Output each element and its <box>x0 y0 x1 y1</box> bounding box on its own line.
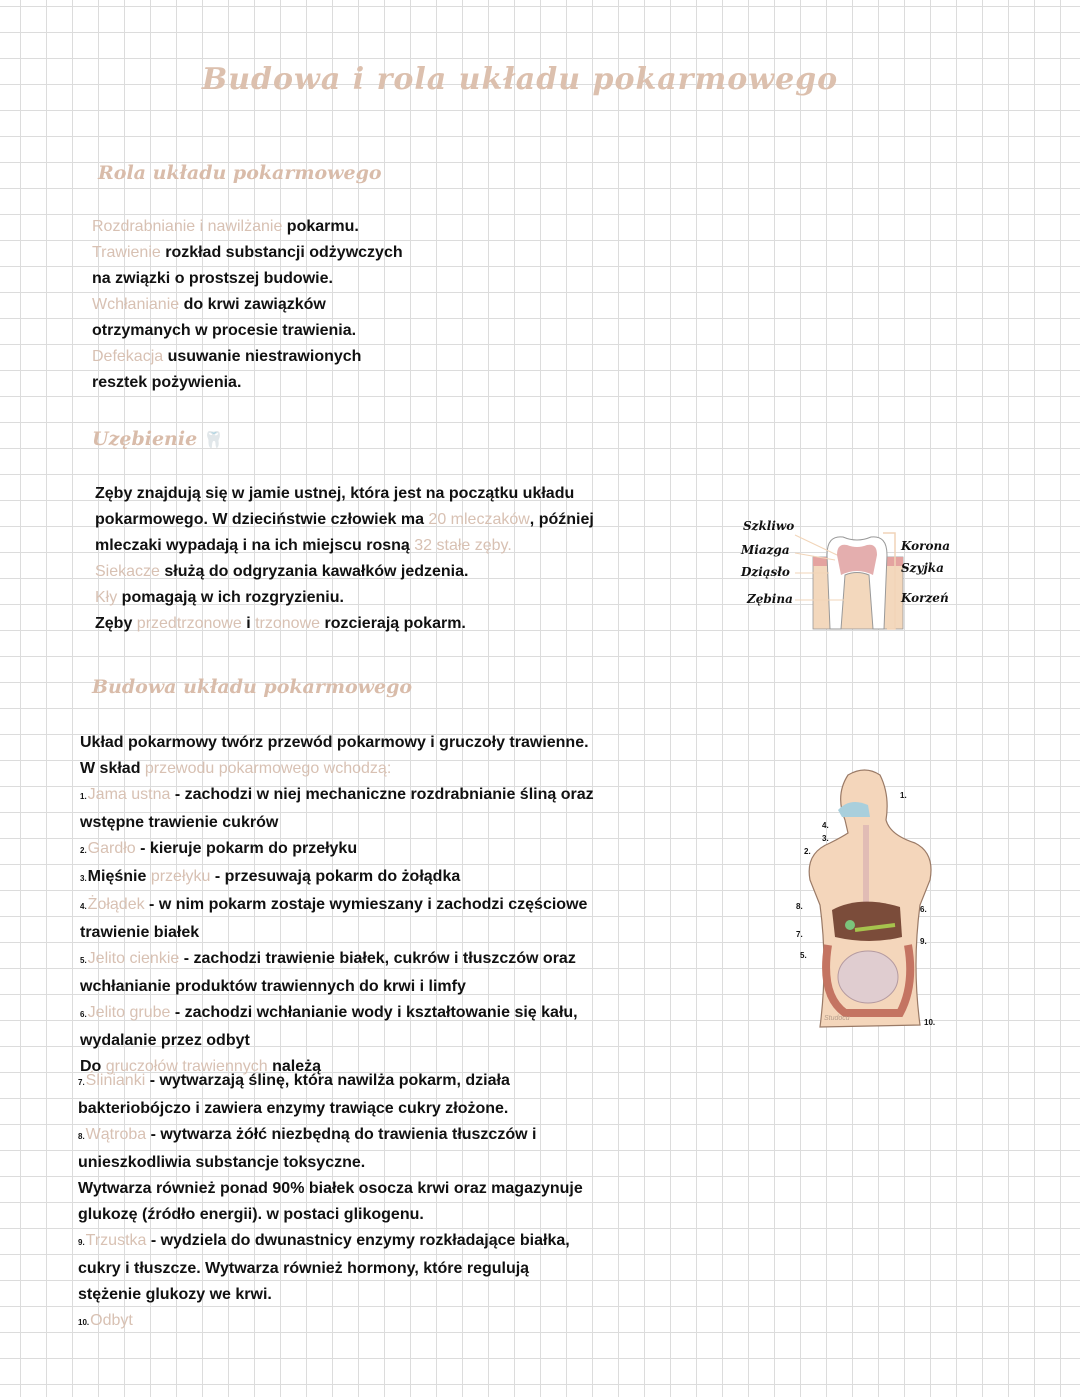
highlighted-term: 20 mleczaków <box>428 511 530 528</box>
highlighted-term: gruczołów trawiennych <box>105 1058 268 1075</box>
text-segment: wstępne trawienie cukrów <box>80 814 279 831</box>
text-line <box>80 864 594 892</box>
text-line <box>92 292 403 318</box>
body-illustration <box>790 765 950 1040</box>
text-line <box>78 1202 583 1228</box>
item-number: 6. <box>80 1010 87 1019</box>
item-number: 3. <box>80 874 87 883</box>
text-segment: rozkład substancji odżywczych <box>160 244 403 261</box>
heading-role: Rola układu pokarmowego <box>98 162 382 184</box>
text-line <box>78 1150 583 1176</box>
digestive-system-diagram <box>790 765 950 1040</box>
text-line <box>80 920 594 946</box>
text-line <box>92 240 403 266</box>
label-dentin: Zębina <box>747 592 793 606</box>
item-number: 4. <box>80 902 87 911</box>
text-segment: służą do odgryzania kawałków jedzenia. <box>159 563 469 580</box>
text-segment: do krwi zawiązków <box>179 296 326 313</box>
text-segment: - wydziela do dwunastnicy enzymy rozkładające białka, <box>146 1232 570 1249</box>
heading-teeth-label: Uzębienie <box>92 428 198 450</box>
text-segment: stężenie glukozy we krwi. <box>78 1286 272 1303</box>
text-segment: Układ pokarmowy twórz przewód pokarmowy i gruczoły trawienne. <box>80 734 589 751</box>
text-line <box>92 318 403 344</box>
highlighted-term: Defekacja <box>92 348 164 365</box>
text-segment: Wytwarza również ponad 90% białek osocza krwi oraz magazynuje <box>78 1180 583 1197</box>
text-segment: - wytwarzają ślinę, która nawilża pokarm, działa <box>145 1072 510 1089</box>
text-segment: rozcierają pokarm. <box>320 615 466 632</box>
body-label-10: 10. <box>924 1018 936 1027</box>
text-line <box>80 974 594 1000</box>
body-label-2: 2. <box>804 847 811 856</box>
text-line <box>80 756 594 782</box>
text-line <box>95 559 594 585</box>
text-line <box>92 266 403 292</box>
text-line <box>78 1256 583 1282</box>
text-segment: - zachodzi wchłanianie wody i kształtowanie się kału, <box>170 1004 578 1021</box>
text-segment: mleczaki wypadają i na ich miejscu rosną <box>95 537 415 554</box>
text-segment: - zachodzi w niej mechaniczne rozdrabnianie śliną oraz <box>170 786 594 803</box>
tooth-icon: 🦷 <box>203 430 224 449</box>
text-line <box>80 730 594 756</box>
body-label-6: 6. <box>920 905 927 914</box>
text-segment: pokarmu. <box>282 218 359 235</box>
item-number: 2. <box>80 846 87 855</box>
body-label-1: 1. <box>900 791 907 800</box>
body-label-9: 9. <box>920 937 927 946</box>
text-segment: na związki o prostszej budowie. <box>92 270 333 287</box>
text-segment: - w nim pokarm zostaje wymieszany i zachodzi częściowe <box>144 896 588 913</box>
text-segment: resztek pożywienia. <box>92 374 242 391</box>
teeth-text <box>95 481 594 637</box>
label-crown: Korona <box>901 539 950 553</box>
highlighted-term: przełyku <box>150 868 211 885</box>
label-enamel: Szkliwo <box>743 519 795 533</box>
body-label-5: 5. <box>800 951 807 960</box>
item-number: 7. <box>78 1078 85 1087</box>
text-line <box>80 946 594 974</box>
text-segment: pokarmowego. W dzieciństwie człowiek ma <box>95 511 429 528</box>
text-segment: Do <box>80 1058 106 1075</box>
heading-teeth <box>92 428 224 450</box>
text-line <box>78 1282 583 1308</box>
highlighted-term: Jelito grube <box>87 1004 171 1021</box>
highlighted-term: Wchłanianie <box>92 296 180 313</box>
text-segment: wydalanie przez odbyt <box>80 1032 250 1049</box>
role-text <box>92 214 403 396</box>
highlighted-term: Siekacze <box>95 563 160 580</box>
text-segment: bakteriobójczo i zawiera enzymy trawiące cukry złożone. <box>78 1100 509 1117</box>
text-segment: usuwanie niestrawionych <box>163 348 362 365</box>
text-line <box>95 533 594 559</box>
label-gum: Dziąsło <box>741 565 790 579</box>
text-line <box>80 810 594 836</box>
text-segment: , później <box>529 511 594 528</box>
text-segment: cukry i tłuszcze. Wytwarza również hormony, które regulują <box>78 1260 530 1277</box>
highlighted-term: Żołądek <box>87 896 145 913</box>
text-segment: i <box>241 615 256 632</box>
structure-text <box>80 730 594 1080</box>
label-root: Korzeń <box>901 591 949 605</box>
text-line <box>78 1308 583 1336</box>
text-segment: - zachodzi trawienie białek, cukrów i tłuszczów oraz <box>179 950 576 967</box>
text-segment: W skład <box>80 760 145 777</box>
page-title: Budowa i rola układu pokarmowego <box>201 62 839 97</box>
tooth-diagram <box>735 515 965 635</box>
text-segment: - wytwarza żółć niezbędną do trawienia tłuszczów i <box>146 1126 537 1143</box>
text-segment: należą <box>267 1058 321 1075</box>
item-number: 9. <box>78 1238 85 1247</box>
body-label-7: 7. <box>796 930 803 939</box>
text-segment: Zęby znajdują się w jamie ustnej, która jest na początku układu <box>95 485 575 502</box>
signature: Studocu <box>824 1015 850 1022</box>
glands-text <box>78 1068 583 1336</box>
text-line <box>92 370 403 396</box>
highlighted-term: Rozdrabnianie i nawilżanie <box>92 218 283 235</box>
text-line <box>78 1068 583 1096</box>
highlighted-term: Trawienie <box>92 244 161 261</box>
text-line <box>92 214 403 240</box>
highlighted-term: Gardło <box>87 840 136 857</box>
label-neck: Szyjka <box>901 561 944 575</box>
text-segment: Zęby <box>95 615 137 632</box>
text-segment: pomagają w ich rozgryzieniu. <box>117 589 344 606</box>
text-segment: otrzymanych w procesie trawienia. <box>92 322 357 339</box>
label-pulp: Miazga <box>741 543 790 557</box>
text-segment: unieszkodliwia substancje toksyczne. <box>78 1154 366 1171</box>
text-line <box>78 1176 583 1202</box>
text-line <box>95 507 594 533</box>
highlighted-term: Ślinianki <box>85 1072 146 1089</box>
text-segment: glukozę (źródło energii). w postaci glikogenu. <box>78 1206 424 1223</box>
text-line <box>80 1000 594 1028</box>
highlighted-term: Jelito cienkie <box>87 950 180 967</box>
item-number: 5. <box>80 956 87 965</box>
highlighted-term: 32 stałe zęby. <box>414 537 512 554</box>
text-segment: - kieruje pokarm do przełyku <box>135 840 358 857</box>
highlighted-term: Trzustka <box>85 1232 147 1249</box>
text-line <box>80 892 594 920</box>
text-line <box>80 836 594 864</box>
text-line <box>78 1096 583 1122</box>
highlighted-term: Odbyt <box>90 1312 133 1329</box>
body-label-8: 8. <box>796 902 803 911</box>
text-line <box>92 344 403 370</box>
text-segment: wchłanianie produktów trawiennych do krwi i limfy <box>80 978 466 995</box>
text-segment: Mięśnie <box>87 868 151 885</box>
text-line <box>95 611 594 637</box>
item-number: 1. <box>80 792 87 801</box>
text-line <box>80 1028 594 1054</box>
text-line <box>80 782 594 810</box>
highlighted-term: przedtrzonowe <box>136 615 242 632</box>
highlighted-term: Kły <box>95 589 118 606</box>
body-label-3: 3. <box>822 834 829 843</box>
text-line <box>95 481 594 507</box>
body-label-4: 4. <box>822 821 829 830</box>
text-line <box>95 585 594 611</box>
text-segment: trawienie białek <box>80 924 200 941</box>
highlighted-term: przewodu pokarmowego wchodzą: <box>144 760 392 777</box>
text-line <box>78 1228 583 1256</box>
item-number: 10. <box>78 1318 90 1327</box>
highlighted-term: Jama ustna <box>87 786 171 803</box>
highlighted-term: Wątroba <box>85 1126 147 1143</box>
text-segment: - przesuwają pokarm do żołądka <box>210 868 461 885</box>
item-number: 8. <box>78 1132 85 1141</box>
highlighted-term: trzonowe <box>255 615 321 632</box>
text-line <box>78 1122 583 1150</box>
heading-structure: Budowa układu pokarmowego <box>92 676 413 698</box>
